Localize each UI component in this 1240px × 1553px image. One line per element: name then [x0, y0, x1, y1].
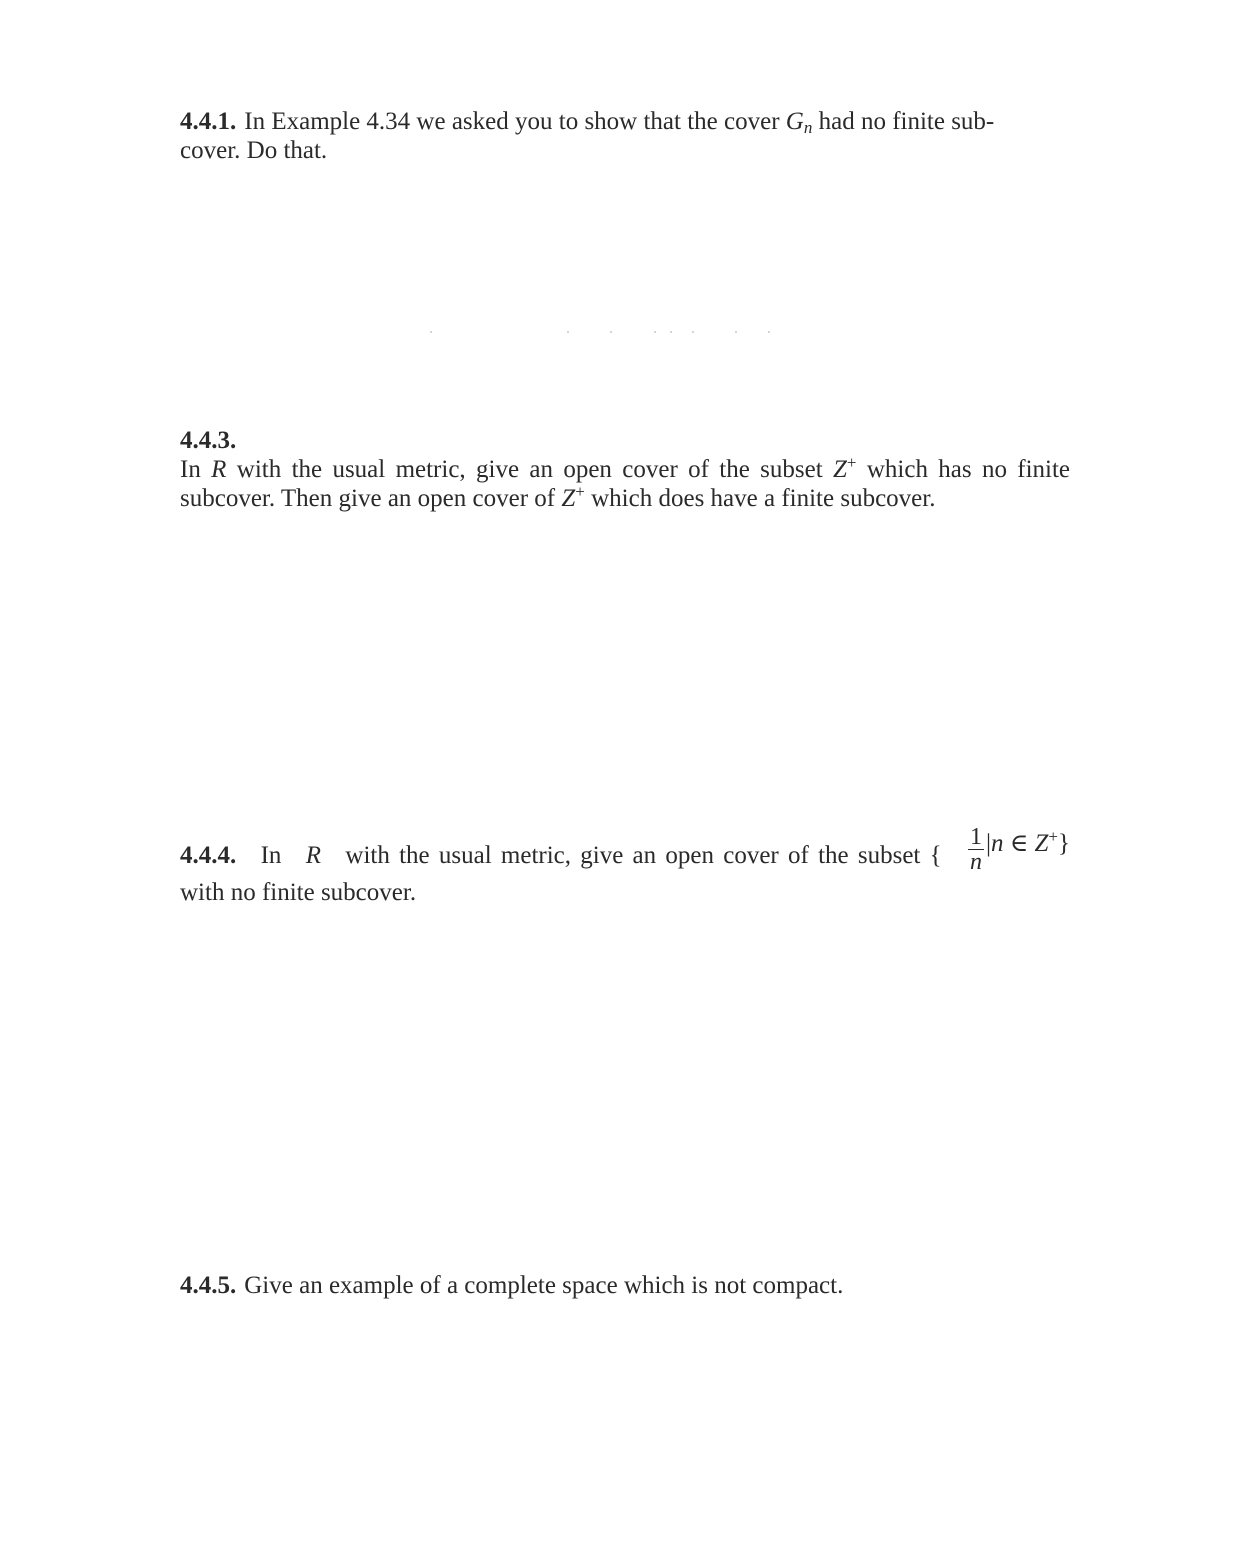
math-superscript: + [575, 482, 585, 501]
fraction-numerator: 1 [969, 824, 982, 850]
scan-artifact [430, 331, 810, 335]
math-variable: Z [1034, 830, 1049, 858]
problem-text: subcover. Then give an open cover of [180, 485, 556, 512]
math-superscript: + [1048, 827, 1058, 847]
problem-text: which does have a finite subcover. [591, 485, 936, 512]
problem-text: Give an example of a complete space which is not compact. [244, 1272, 844, 1299]
math-variable: R [211, 456, 227, 483]
problem-text: cover. Do that. [180, 137, 328, 164]
math-variable: n [990, 830, 1004, 858]
problem-text: In [260, 842, 282, 869]
math-variable: Z [561, 485, 576, 512]
problem-text: had no finite sub- [818, 108, 995, 135]
math-superscript: + [846, 453, 857, 472]
problem-4-4-3 [180, 426, 1070, 513]
math-variable: Z [833, 456, 847, 483]
problem-text: In [180, 456, 201, 483]
problem-number: 4.4.3. [180, 427, 237, 454]
math-symbol: ∈ [1009, 830, 1029, 858]
problem-body [180, 455, 1070, 513]
math-subscript: n [803, 118, 813, 137]
problem-text: with no finite subcover. [180, 879, 417, 906]
math-fraction [968, 825, 984, 874]
problem-number: 4.4.1. [180, 108, 237, 135]
problem-4-4-4 [180, 824, 1070, 907]
math-symbol: } [1058, 830, 1070, 858]
problem-text: In Example 4.34 we asked you to show that the cover [244, 108, 780, 135]
fraction-denominator: n [969, 849, 982, 875]
problem-text: with the usual metric, give an open cover of the subset { [345, 842, 942, 869]
problem-text: with the usual metric, give an open cover of the subset [236, 456, 823, 483]
problem-number: 4.4.5. [180, 1272, 237, 1299]
problem-text: which has no finite [866, 456, 1071, 483]
math-variable: G [785, 108, 804, 135]
problem-4-4-5 [180, 1271, 1070, 1300]
math-symbol: | [985, 830, 991, 858]
math-expression [966, 824, 1070, 880]
problem-number: 4.4.4. [180, 842, 237, 869]
math-variable: R [305, 842, 322, 869]
problem-4-4-1 [180, 107, 1070, 165]
